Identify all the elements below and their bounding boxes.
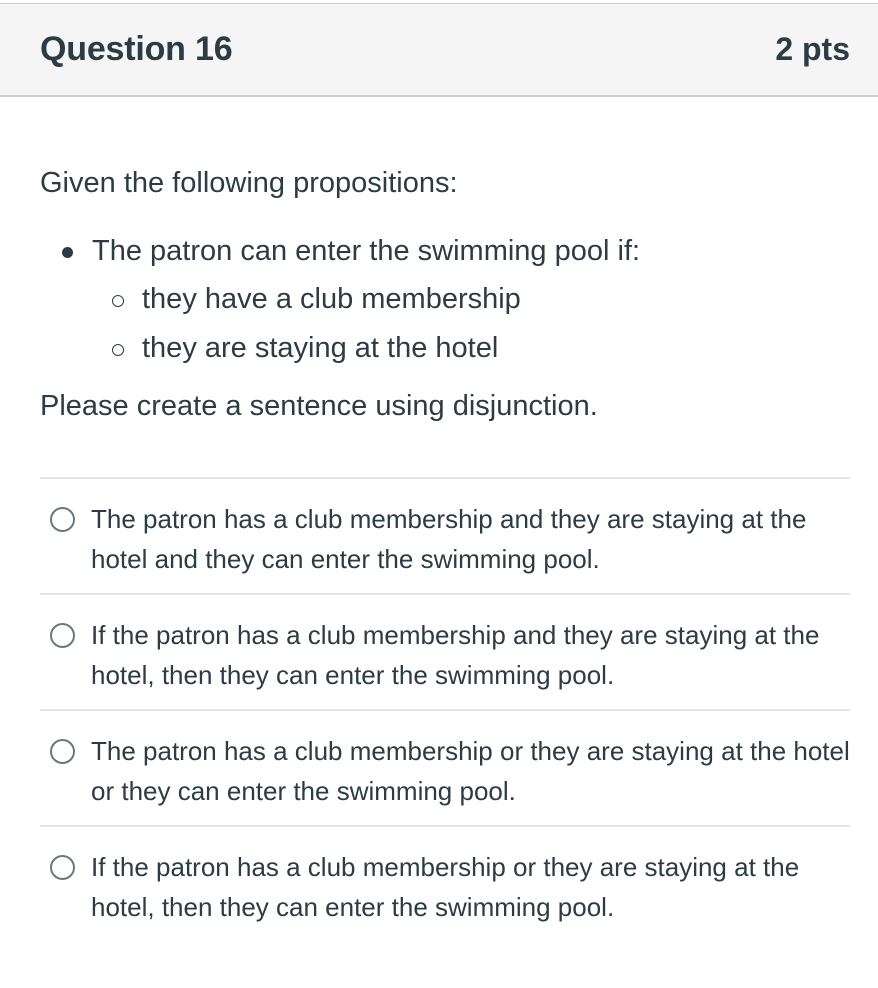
question-body [0,97,878,941]
question-points: 2 pts [775,31,850,67]
radio-button[interactable] [50,739,75,764]
question-title: Question 16 [40,30,233,68]
condition-item: they have a club membership [112,281,850,317]
condition-list [112,281,850,366]
answer-label[interactable]: If the patron has a club membership and they are staying at the hotel, then they can enter the swimming pool. [91,620,820,690]
radio-button[interactable] [50,507,75,532]
proposition-list [62,233,850,366]
condition-item: they are staying at the hotel [112,330,850,366]
proposition-item [62,233,850,366]
proposition-text: The patron can enter the swimming pool if: [92,235,641,267]
answer-label[interactable]: If the patron has a club membership or they are staying at the hotel, then they can enter the swimming pool. [91,852,800,922]
answer-option-3[interactable] [40,709,850,825]
question-header [0,4,878,97]
answer-option-4[interactable] [40,825,850,941]
answer-label[interactable]: The patron has a club membership or they are staying at the hotel or they can enter the swimming pool. [91,736,850,806]
answer-list [40,477,850,941]
question-prompt: Please create a sentence using disjunction. [40,390,598,422]
radio-button[interactable] [50,623,75,648]
radio-button[interactable] [50,855,75,880]
quiz-question [0,3,878,988]
answer-option-1[interactable] [40,477,850,593]
answer-label[interactable]: The patron has a club membership and they are staying at the hotel and they can enter the swimming pool. [91,504,807,574]
question-intro: Given the following propositions: [40,167,458,199]
answer-option-2[interactable] [40,593,850,709]
